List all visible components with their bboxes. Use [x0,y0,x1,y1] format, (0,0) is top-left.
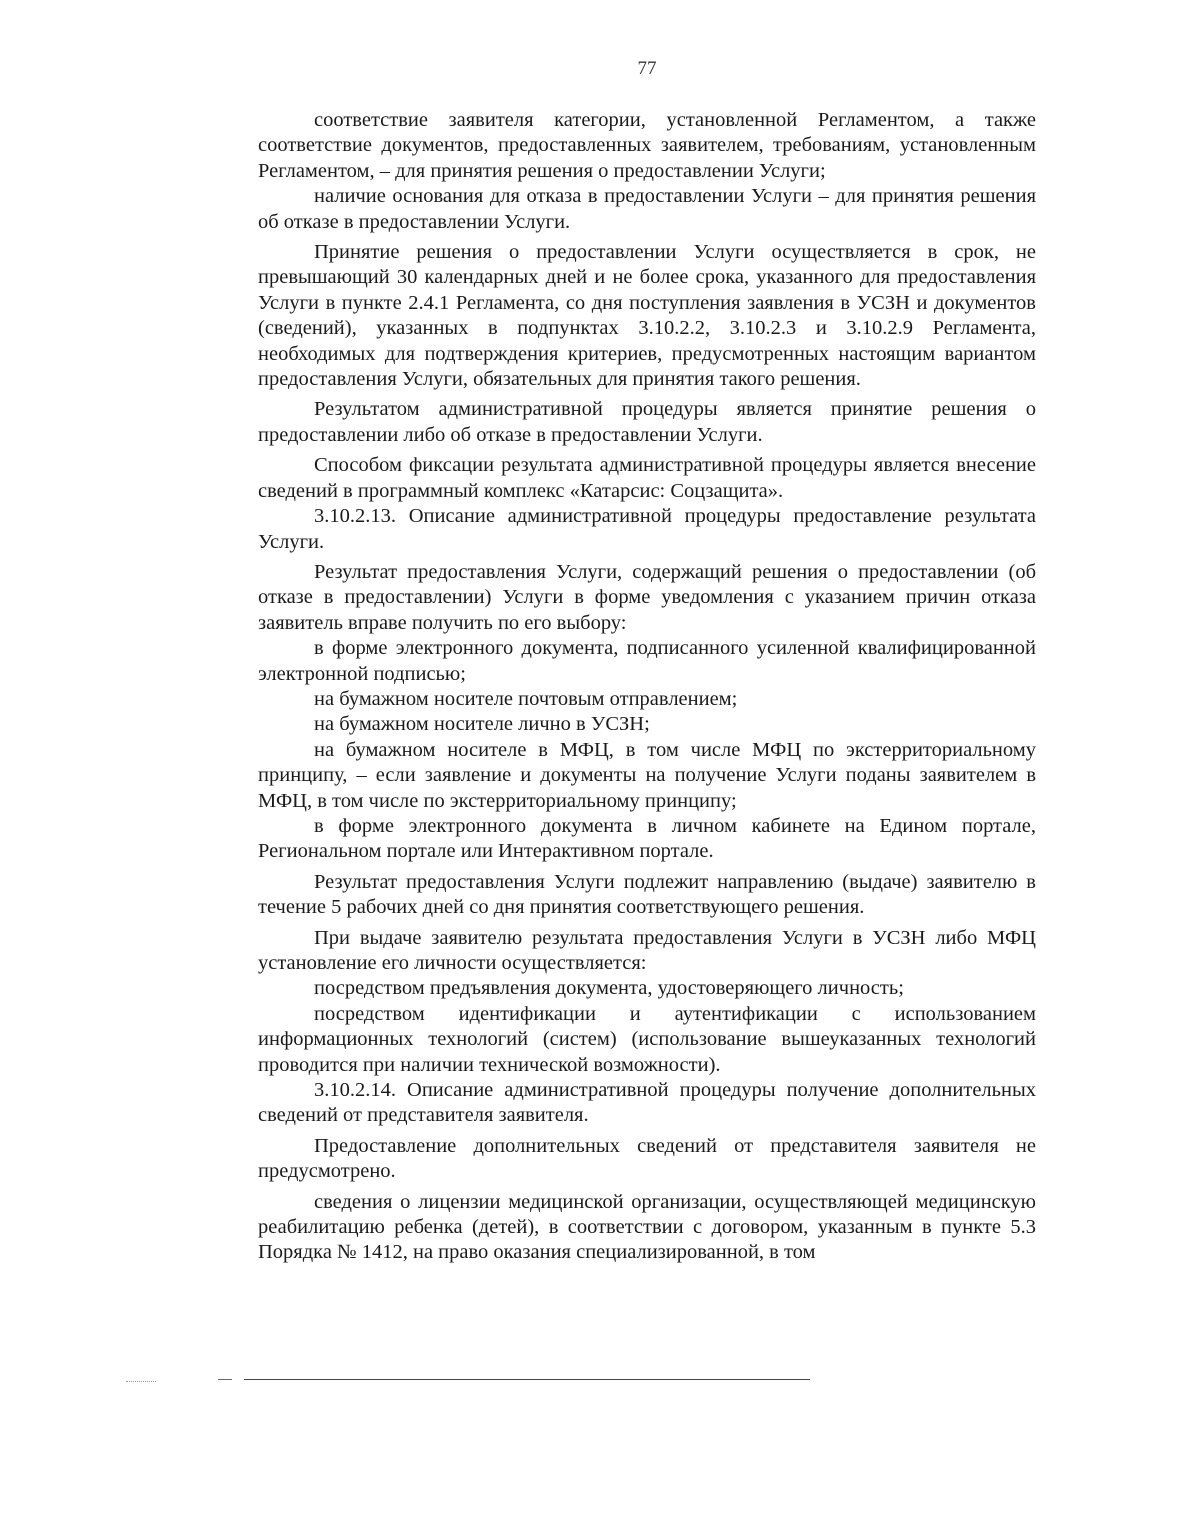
paragraph: При выдаче заявителю результата предоставления Услуги в УСЗН либо МФЦ установление его личности осуществляется: [258,926,1036,974]
section-heading: 3.10.2.13. Описание административной процедуры предоставление результата Услуги. [258,505,1036,553]
list-item: на бумажном носителе лично в УСЗН; [314,713,650,736]
list-item: в форме электронного документа в личном кабинете на Едином портале, Региональном портале или Интерактивном портале. [258,814,1036,863]
paragraph: сведения о лицензии медицинской организации, осуществляющей медицинскую реабилитацию ребенка (детей), в соответствии с договором, указанным в пункте 5.3 Порядка № 1412, на право оказания специализированной, в том [258,1190,1036,1264]
page-number: 77 [637,58,657,79]
paragraph: Предоставление дополнительных сведений от представителя заявителя не предусмотрено. [258,1134,1036,1183]
paragraph: Способом фиксации результата административной процедуры является внесение сведений в программный комплекс «Катарсис: Соцзащита». [258,454,1036,502]
paragraph: соответствие заявителя категории, установленной Регламентом, а также соответствие документов, предоставленных заявителем, требованиям, установленным Регламентом, – для принятия решения о предоставлении Услуги; [258,109,1036,182]
document-body [258,108,1036,1266]
footer-rule [244,1379,810,1380]
paragraph: Принятие решения о предоставлении Услуги осуществляется в срок, не превышающий 30 календарных дней и не более срока, указанного для предоставления Услуги в пункте 2.4.1 Регламента, со дня поступления заявления в УСЗН и документов (сведений), указанных в подпунктах 3.10.2.2, 3.10.2.3 и 3.10.2.9 Регламента, необходимых для подтверждения критериев, предусмотренных настоящим вариантом предоставления Услуги, обязательных для принятия такого решения. [258,241,1036,391]
list-item: в форме электронного документа, подписанного усиленной квалифицированной электронной подписью; [258,637,1036,685]
list-item: посредством идентификации и аутентификации с использованием информационных технологий (систем) (использование вышеуказанных технологий проводится при наличии технической возможности). [258,1002,1036,1076]
list-item: на бумажном носителе в МФЦ, в том числе МФЦ по экстерриториальному принципу, – если заявление и документы на получение Услуги поданы заявителем в МФЦ, в том числе по экстерриториальному принципу; [258,738,1036,812]
paragraph: наличие основания для отказа в предоставлении Услуги – для принятия решения об отказе в предоставлении Услуги. [258,185,1036,233]
paragraph: Результат предоставления Услуги, содержащий решения о предоставлении (об отказе в предоставлении) Услуги в форме уведомления с указанием причин отказа заявитель вправе получить по его выбору: [258,560,1036,634]
list-item: на бумажном носителе почтовым отправлением; [314,687,738,710]
footer-dash [218,1379,232,1380]
paragraph: Результат предоставления Услуги подлежит направлению (выдаче) заявителю в течение 5 рабочих дней со дня принятия соответствующего решения. [258,870,1036,919]
section-heading: 3.10.2.14. Описание административной процедуры получение дополнительных сведений от представителя заявителя. [258,1079,1036,1127]
paragraph: Результатом административной процедуры является принятие решения о предоставлении либо об отказе в предоставлении Услуги. [258,398,1036,446]
scan-specks [126,1381,156,1382]
list-item: посредством предъявления документа, удостоверяющего личность; [314,977,904,1000]
